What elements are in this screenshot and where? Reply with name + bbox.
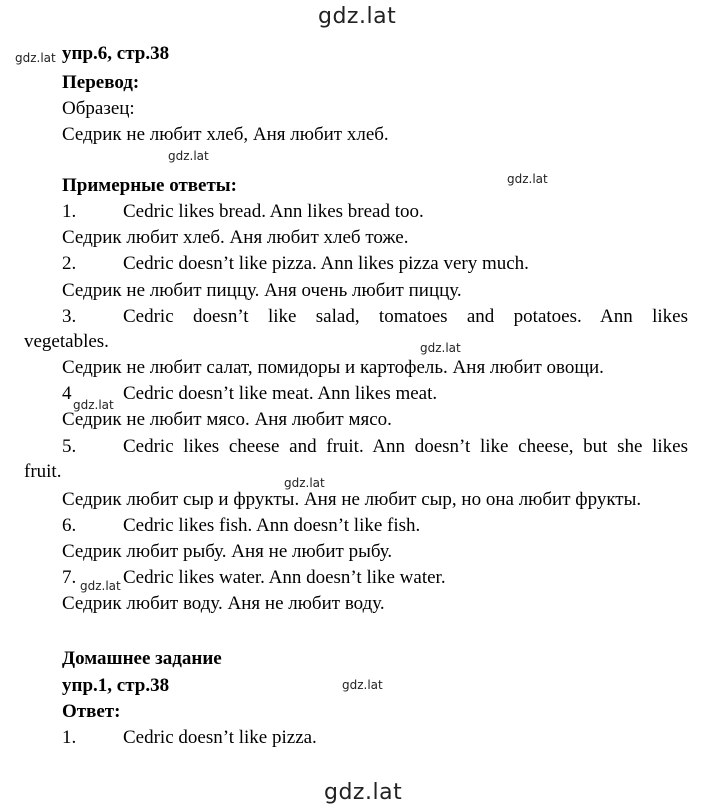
item-english-continued: vegetables.: [24, 331, 109, 352]
homework-title: Домашнее задание: [62, 648, 222, 669]
item-russian: Седрик не любит мясо. Аня любит мясо.: [62, 409, 392, 430]
item-number: 7.: [62, 567, 77, 588]
watermark-bottom: gdz.lat: [324, 780, 403, 805]
item-english: Cedric doesn’t like pizza.: [123, 727, 317, 748]
item-english: Cedric likes bread. Ann likes bread too.: [123, 201, 424, 222]
item-number: 2.: [62, 253, 77, 274]
watermark: gdz.lat: [168, 149, 209, 163]
item-number: 6.: [62, 515, 77, 536]
item-english: Cedric doesn’t like pizza. Ann likes pizza very much.: [123, 253, 529, 274]
sample-text: Седрик не любит хлеб, Аня любит хлеб.: [62, 124, 389, 145]
watermark: gdz.lat: [73, 398, 114, 412]
item-english: Cedric doesn’t like salad, tomatoes and potatoes. Ann likes: [123, 306, 688, 327]
watermark: gdz.lat: [284, 476, 325, 490]
item-russian: Седрик любит хлеб. Аня любит хлеб тоже.: [62, 227, 409, 248]
homework-exercise: упр.1, стр.38: [62, 675, 170, 696]
watermark: gdz.lat: [80, 579, 121, 593]
answer-label: Ответ:: [62, 701, 121, 722]
watermark-top: gdz.lat: [318, 4, 397, 29]
item-number: 1.: [62, 727, 77, 748]
item-english: Cedric doesn’t like meat. Ann likes meat.: [123, 383, 438, 404]
watermark: gdz.lat: [15, 51, 56, 65]
item-number: 1.: [62, 201, 77, 222]
item-number: 3.: [62, 306, 77, 327]
item-number: 4: [62, 383, 72, 404]
item-russian: Седрик не любит пиццу. Аня очень любит пиццу.: [62, 280, 462, 301]
item-russian: Седрик не любит салат, помидоры и картофель. Аня любит овощи.: [62, 357, 604, 378]
answers-label: Примерные ответы:: [62, 175, 237, 196]
watermark: gdz.lat: [507, 172, 548, 186]
watermark: gdz.lat: [342, 678, 383, 692]
watermark: gdz.lat: [420, 341, 461, 355]
item-english: Cedric likes water. Ann doesn’t like water.: [123, 567, 446, 588]
item-russian: Седрик любит воду. Аня не любит воду.: [62, 593, 385, 614]
item-english: Cedric likes cheese and fruit. Ann doesn’t like cheese, but she likes: [123, 436, 688, 457]
exercise-heading: упр.6, стр.38: [62, 43, 170, 64]
item-russian: Седрик любит рыбу. Аня не любит рыбу.: [62, 541, 393, 562]
item-russian: Седрик любит сыр и фрукты. Аня не любит сыр, но она любит фрукты.: [62, 489, 642, 510]
translation-label: Перевод:: [62, 72, 140, 93]
item-number: 5.: [62, 436, 77, 457]
item-english: Cedric likes fish. Ann doesn’t like fish.: [123, 515, 421, 536]
sample-label: Образец:: [62, 98, 135, 119]
item-english-continued: fruit.: [24, 461, 62, 482]
